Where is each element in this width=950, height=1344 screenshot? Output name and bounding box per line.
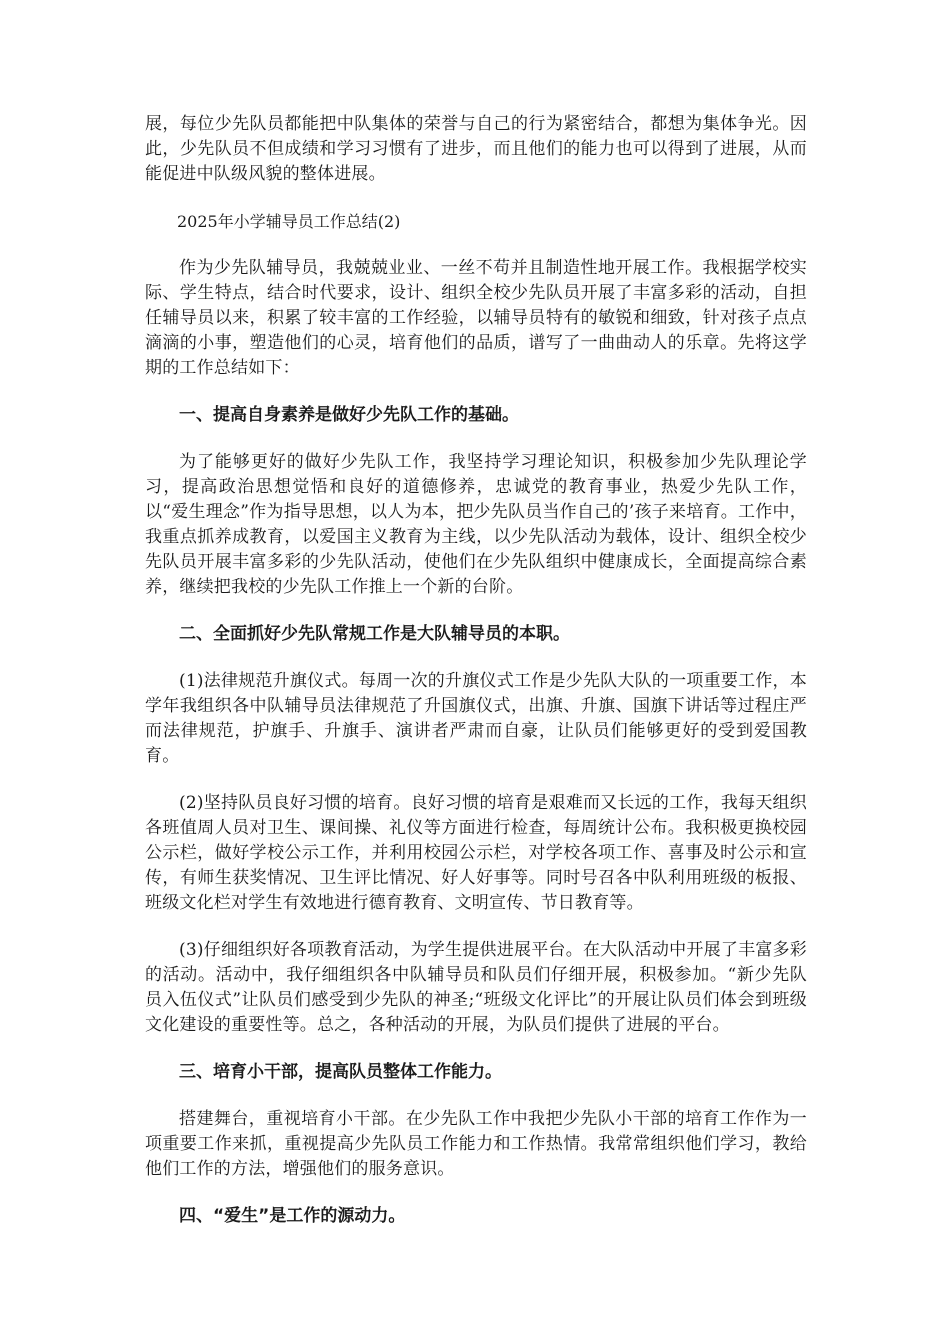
heading-one: 一、提高自身素养是做好少先队工作的基础。 bbox=[179, 405, 519, 425]
paragraph-three: 搭建舞台，重视培育小干部。在少先队工作中我把少先队小干部的培育工作作为一项重要工作来抓，重视提高少先队员工作能力和工作热情。我常常组织他们学习，教给他们工作的方法，增强他们的服务意识。 bbox=[145, 1109, 807, 1179]
section-title: 2025年小学辅导员工作总结(2) bbox=[177, 212, 401, 231]
paragraph-two-c: (3)仔细组织好各项教育活动，为学生提供进展平台。在大队活动中开展了丰富多彩的活动。活动中，我仔细组织各中队辅导员和队员们仔细开展，积极参加。“新少先队员入伍仪式”让队员们感受到少先队的神圣;“班级文化评比”的开展让队员们体会到班级文化建设的重要性等。总之，各种活动的开展，为队员们提供了进展的平台。 bbox=[145, 940, 807, 1035]
paragraph-intro: 作为少先队辅导员，我兢兢业业、一丝不苟并且制造性地开展工作。我根据学校实际、学生特点，结合时代要求，设计、组织全校少先队员开展了丰富多彩的活动，自担任辅导员以来，积累了较丰富的工作经验，以辅导员特有的敏锐和细致，针对孩子点点滴滴的小事，塑造他们的心灵，培育他们的品质，谱写了一曲曲动人的乐章。先将这学期的工作总结如下： bbox=[145, 258, 807, 378]
heading-three: 三、培育小干部，提高队员整体工作能力。 bbox=[179, 1062, 502, 1082]
paragraph-continuation: 展，每位少先队员都能把中队集体的荣誉与自己的行为紧密结合，都想为集体争光。因此，少先队员不但成绩和学习习惯有了进步，而且他们的能力也可以得到了进展，从而能促进中队级风貌的整体进展。 bbox=[145, 114, 807, 184]
document-page bbox=[145, 112, 807, 1251]
paragraph-two-b: (2)坚持队员良好习惯的培育。良好习惯的培育是艰难而又长远的工作，我每天组织各班值周人员对卫生、课间操、礼仪等方面进行检查，每周统计公布。我积极更换校园公示栏，做好学校公示工作，并利用校园公示栏，对学校各项工作、喜事及时公示和宣传，有师生获奖情况、卫生评比情况、好人好事等。同时号召各中队利用班级的板报、班级文化栏对学生有效地进行德育教育、文明宣传、节日教育等。 bbox=[145, 793, 807, 913]
heading-four: 四、“爱生”是工作的源动力。 bbox=[179, 1206, 406, 1226]
paragraph-one: 为了能够更好的做好少先队工作，我坚持学习理论知识，积极参加少先队理论学习，提高政治思想觉悟和良好的道德修养，忠诚党的教育事业，热爱少先队工作，以“爱生理念”作为指导思想，以人为本，把少先队员当作自己的’孩子来培育。工作中，我重点抓养成教育，以爱国主义教育为主线，以少先队活动为载体，设计、组织全校少先队员开展丰富多彩的少先队活动，使他们在少先队组织中健康成长，全面提高综合素养，继续把我校的少先队工作推上一个新的台阶。 bbox=[145, 452, 807, 597]
paragraph-two-a: (1)法律规范升旗仪式。每周一次的升旗仪式工作是少先队大队的一项重要工作，本学年我组织各中队辅导员法律规范了升国旗仪式，出旗、升旗、国旗下讲话等过程庄严而法律规范，护旗手、升旗手、演讲者严肃而自豪，让队员们能够更好的受到爱国教育。 bbox=[145, 671, 807, 766]
heading-two: 二、全面抓好少先队常规工作是大队辅导员的本职。 bbox=[179, 624, 570, 644]
